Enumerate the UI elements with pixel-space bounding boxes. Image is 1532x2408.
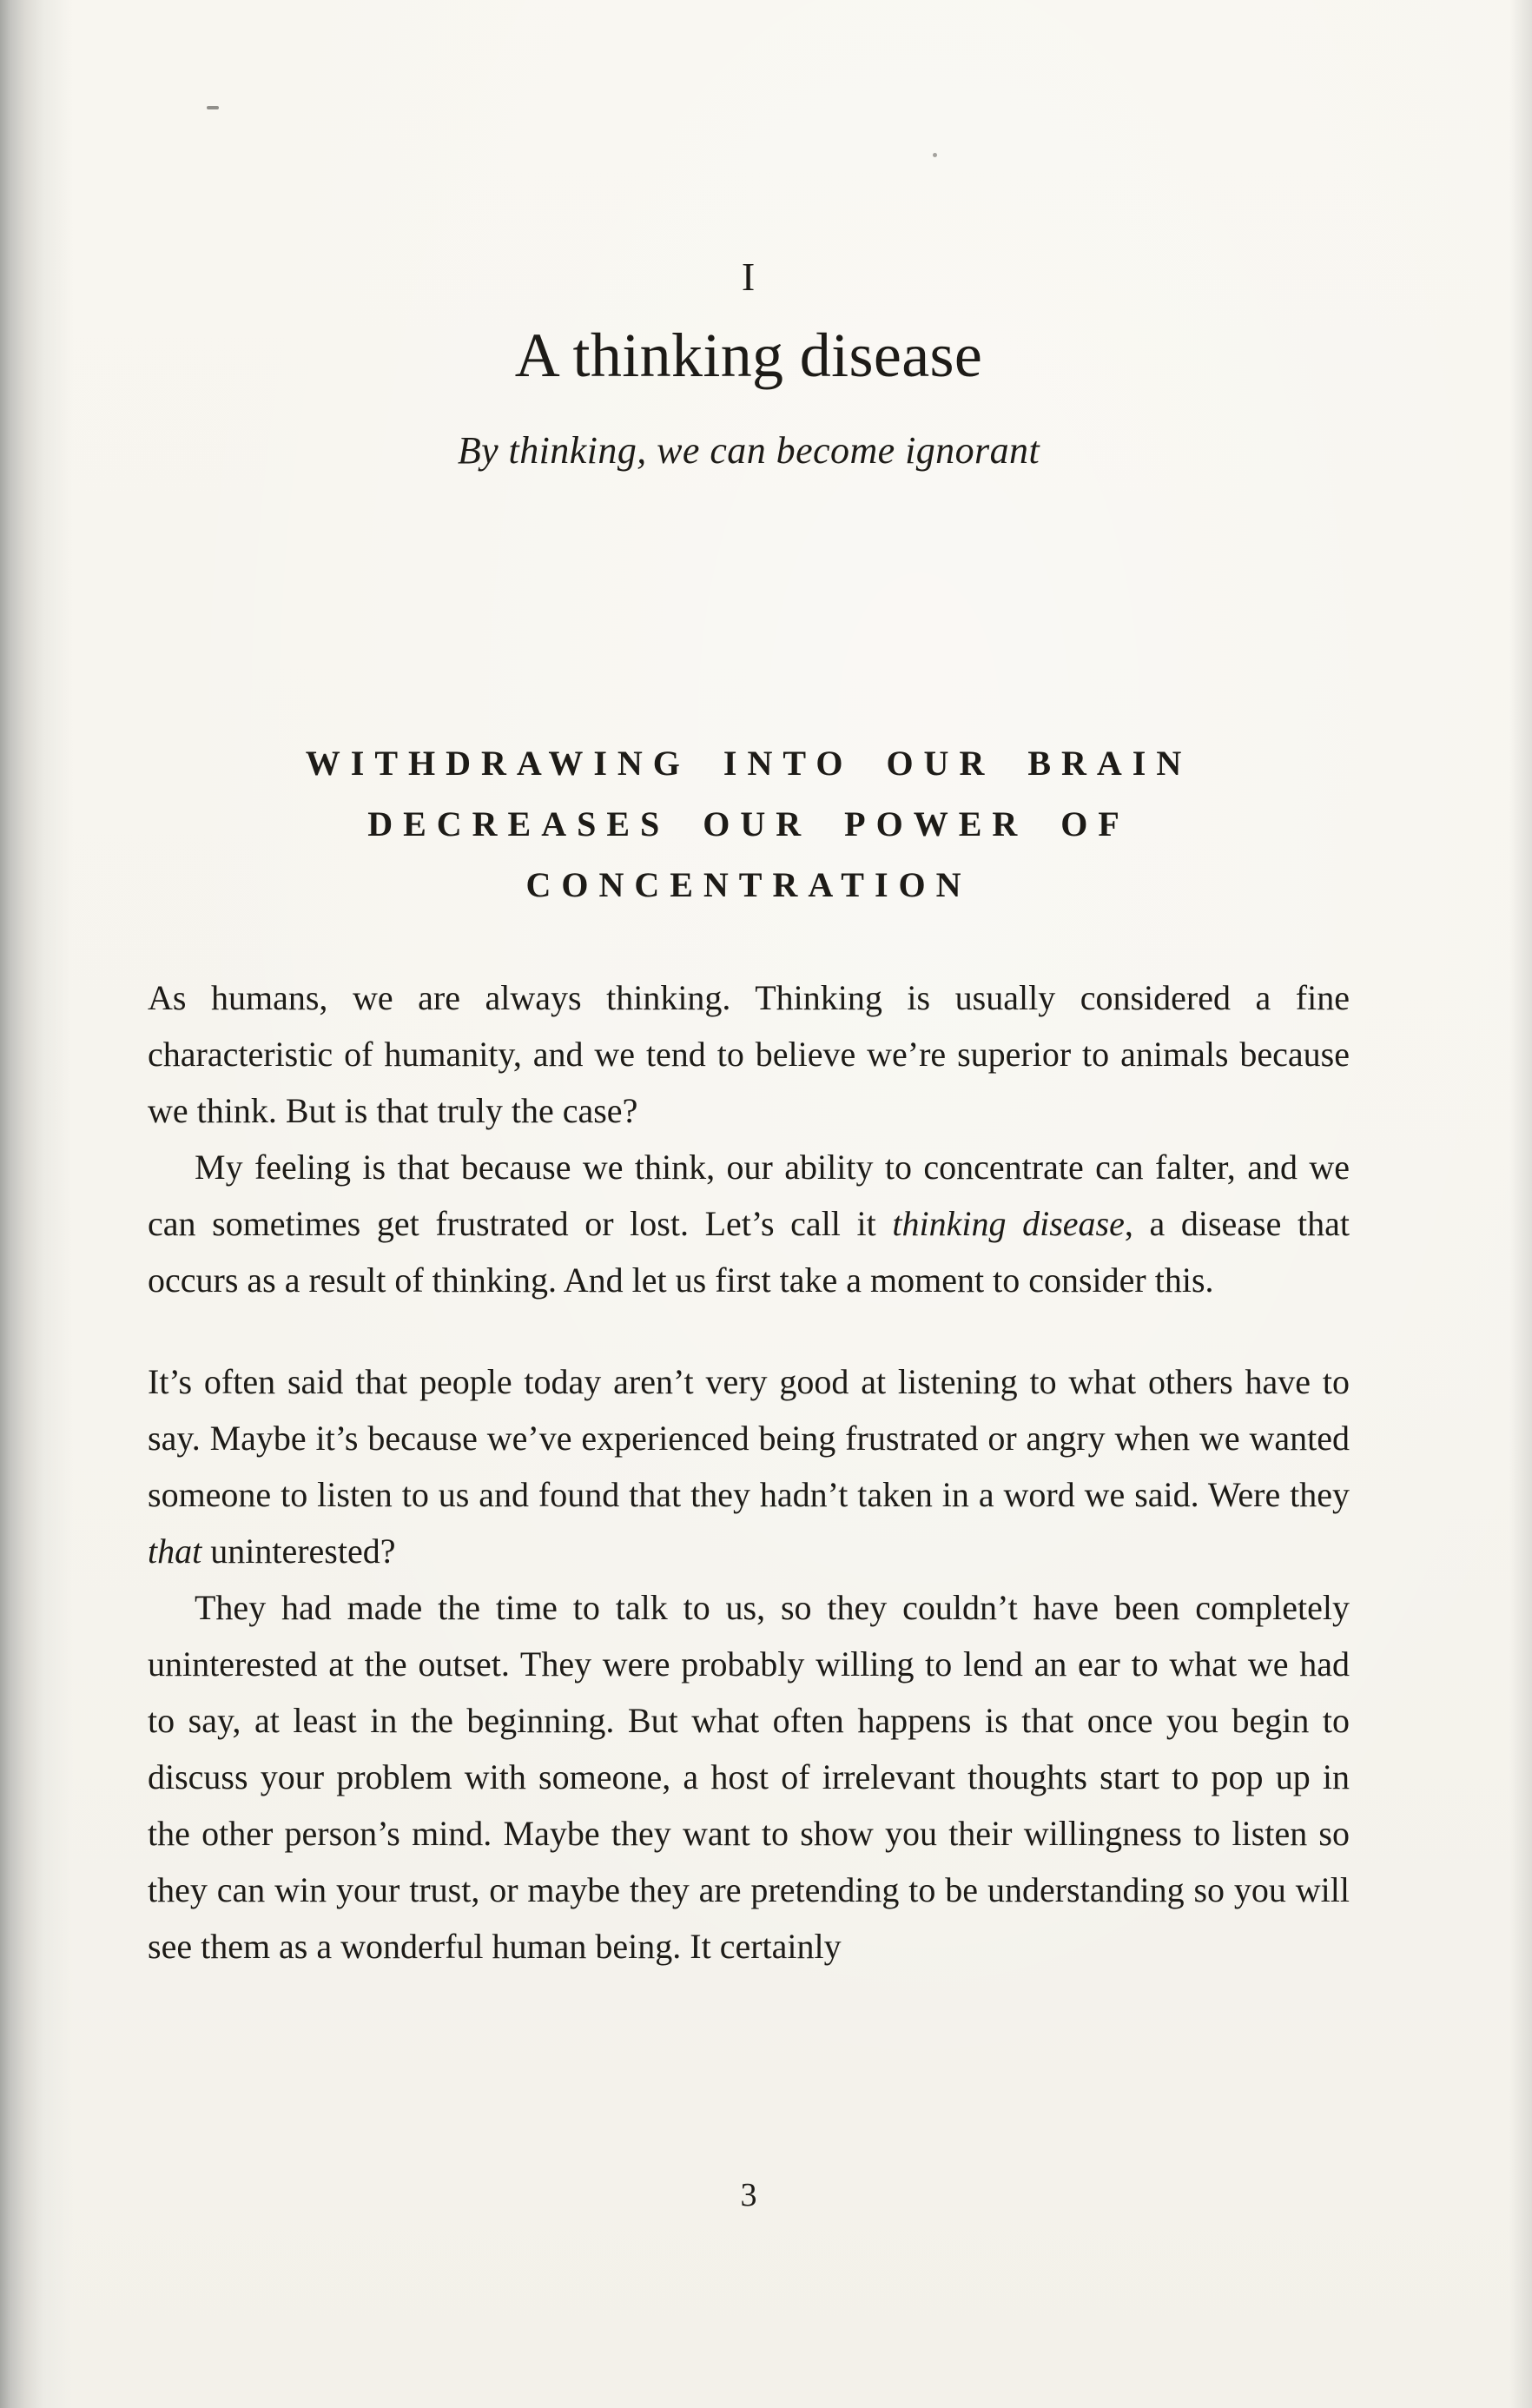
body-paragraph [148, 1579, 1350, 1975]
paragraph-text: , a disease that occurs as a result of thinking. And let us first take a moment to consider this. [148, 1204, 1350, 1300]
paragraph-text: uninterested? [201, 1531, 396, 1571]
paragraph-text: They had made the time to talk to us, so they couldn’t have been completely uninterested at the outset. They were probably willing to lend an ear to what we had to say, at least in the beginning. But what often happens is that once you begin to discuss your problem with someone, a host of irrelevant thoughts start to pop up in the other person’s mind. Maybe they want to show you their willingness to listen so they can win your trust, or maybe they are pretending to be understanding so you will see them as a wonderful human being. It certainly [148, 1588, 1350, 1967]
section-heading [148, 733, 1350, 916]
page-subtitle: By thinking, we can become ignorant [457, 429, 1040, 473]
chapter-number: I [741, 255, 756, 299]
page-content [148, 0, 1350, 1975]
paragraph-text: My feeling is that because we think, our ability to concentrate can falter, and we can sometimes get frustrated or lost. Let’s call it [148, 1148, 1350, 1244]
page-title: A thinking disease [514, 321, 983, 390]
scan-edge-shadow [0, 0, 73, 2408]
body-paragraph [148, 969, 1350, 1139]
body-paragraphs [148, 969, 1350, 1975]
paragraph-text: As humans, we are always thinking. Thinking is usually considered a fine characteristic of humanity, and we tend to believe we’re superior to animals because we think. But is that truly the case? [148, 978, 1350, 1131]
emphasized-text: thinking disease [892, 1204, 1125, 1244]
chapter-front-matter [148, 0, 1350, 473]
paragraph-text: It’s often said that people today aren’t very good at listening to what others have to say. Maybe it’s because we’ve experienced being frustrated or angry when we wanted someone to listen to us and found that they hadn’t taken in a word we said. Were they [148, 1362, 1350, 1515]
section-heading-line: CONCENTRATION [525, 865, 972, 905]
page-number: 3 [740, 2177, 757, 2213]
scan-edge-shadow-right [1509, 0, 1532, 2408]
body-paragraph [148, 1139, 1350, 1308]
emphasized-text: that [148, 1531, 202, 1571]
section-heading-line: DECREASES OUR POWER OF [367, 804, 1130, 844]
section-heading-line: WITHDRAWING INTO OUR BRAIN [305, 744, 1192, 784]
body-paragraph [148, 1353, 1350, 1579]
